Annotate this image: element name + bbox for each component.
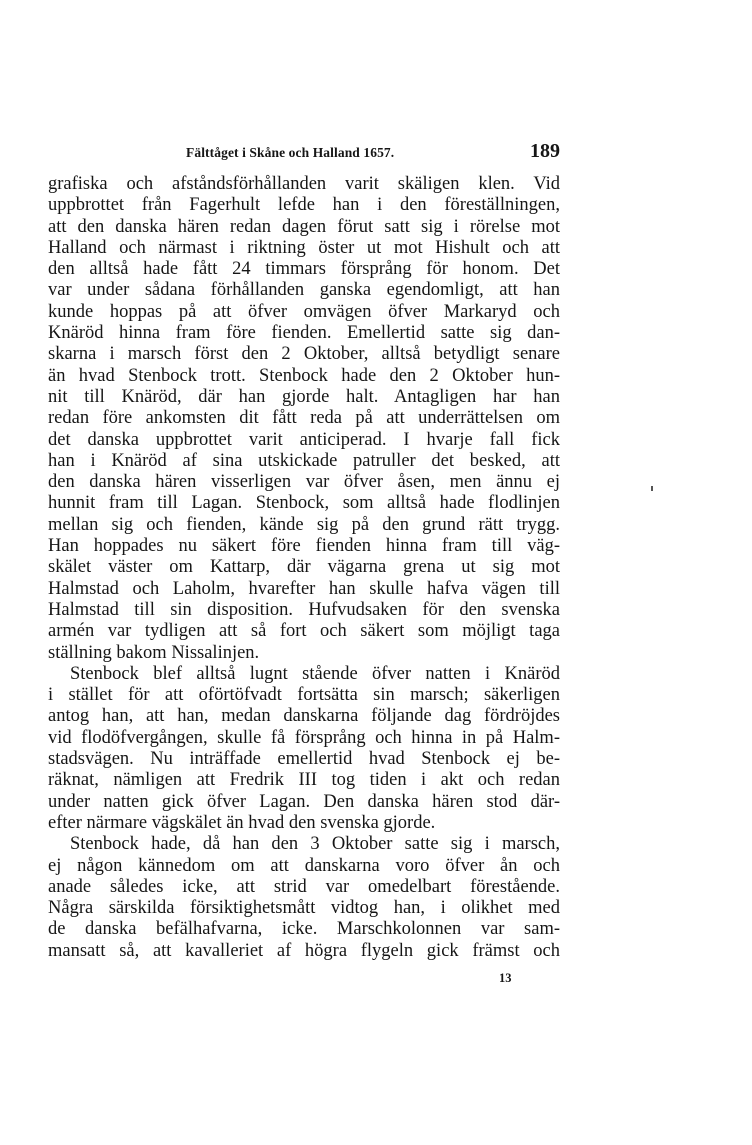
- text-line: antog han, att han, medan danskarna följande dag fördröjdes: [48, 706, 560, 727]
- text-line: skälet väster om Kattarp, där vägarna grena ut sig mot: [48, 557, 560, 578]
- body-text: [48, 174, 560, 962]
- text-line: anade således icke, att strid var omedelbart förestående.: [48, 876, 560, 897]
- text-line: det danska uppbrottet varit anticiperad. I hvarje fall fick: [48, 429, 560, 450]
- text-line: armén var tydligen att så fort och säkert som möjligt taga: [48, 621, 560, 642]
- text-line: kunde hoppas på att öfver omvägen öfver Markaryd och: [48, 301, 560, 322]
- text-line: Halland och närmast i riktning öster ut mot Hishult och att: [48, 237, 560, 258]
- text-line: mellan sig och fienden, kände sig på den grund rätt trygg.: [48, 514, 560, 535]
- text-line: ej någon kännedom om att danskarna voro öfver ån och: [48, 855, 560, 876]
- text-line: vid flodöfvergången, skulle få försprång och hinna in på Halm-: [48, 727, 560, 748]
- text-line: mansatt så, att kavalleriet af högra flygeln gick främst och: [48, 940, 560, 961]
- text-line: under natten gick öfver Lagan. Den danska hären stod där-: [48, 791, 560, 812]
- text-line: grafiska och afståndsförhållanden varit skäligen klen. Vid: [48, 174, 560, 194]
- text-line: i stället för att oförtöfvadt fortsätta sin marsch; säkerligen: [48, 685, 560, 706]
- text-line: hunnit fram till Lagan. Stenbock, som alltså hade flodlinjen: [48, 493, 560, 514]
- text-line: skarna i marsch först den 2 Oktober, alltså betydligt senare: [48, 344, 560, 365]
- text-line: uppbrottet från Fagerhult lefde han i den föreställningen,: [48, 195, 560, 216]
- text-line: redan före ankomsten dit fått reda på att underrättelsen om: [48, 408, 560, 429]
- text-line: räknat, nämligen att Fredrik III tog tiden i akt och redan: [48, 770, 560, 791]
- text-line: den danska hären visserligen var öfver åsen, men ännu ej: [48, 472, 560, 493]
- ink-speck: [651, 486, 653, 491]
- text-line: än hvad Stenbock trott. Stenbock hade den 2 Oktober hun-: [48, 365, 560, 386]
- page-number: 189: [530, 140, 560, 162]
- text-line: Han hoppades nu säkert före fienden hinna fram till väg-: [48, 536, 560, 557]
- text-line: att den danska hären redan dagen förut satt sig i rörelse mot: [48, 216, 560, 237]
- text-line: Halmstad till sin disposition. Hufvudsaken för den svenska: [48, 599, 560, 620]
- text-line: nit till Knäröd, där han gjorde halt. Antagligen har han: [48, 386, 560, 407]
- running-title: Fälttåget i Skåne och Halland 1657.: [186, 145, 395, 160]
- text-line: Halmstad och Laholm, hvarefter han skulle hafva vägen till: [48, 578, 560, 599]
- paragraph-start-line: Stenbock blef alltså lugnt stående öfver natten i Knäröd: [70, 663, 560, 684]
- running-header: [48, 142, 560, 166]
- paragraph-end-line: ställning bakom Nissalinjen.: [48, 642, 260, 663]
- text-line: Några särskilda försiktighetsmått vidtog han, i olikhet med: [48, 898, 560, 919]
- text-line: den alltså hade fått 24 timmars försprång för honom. Det: [48, 259, 560, 280]
- text-line: Knäröd hinna fram före fienden. Emellertid satte sig dan-: [48, 323, 560, 344]
- text-line: var under sådana förhållanden ganska egendomligt, att han: [48, 280, 560, 301]
- text-line: han i Knäröd af sina utskickade patruller det besked, att: [48, 450, 560, 471]
- text-line: de danska befälhafvarna, icke. Marschkolonnen var sam-: [48, 919, 560, 940]
- paragraph-start-line: Stenbock hade, då han den 3 Oktober satte sig i marsch,: [70, 834, 560, 855]
- paragraph-end-line: efter närmare vägskälet än hvad den svenska gjorde.: [48, 812, 436, 833]
- signature-mark: 13: [499, 971, 512, 985]
- text-line: stadsvägen. Nu inträffade emellertid hvad Stenbock ej be-: [48, 749, 560, 770]
